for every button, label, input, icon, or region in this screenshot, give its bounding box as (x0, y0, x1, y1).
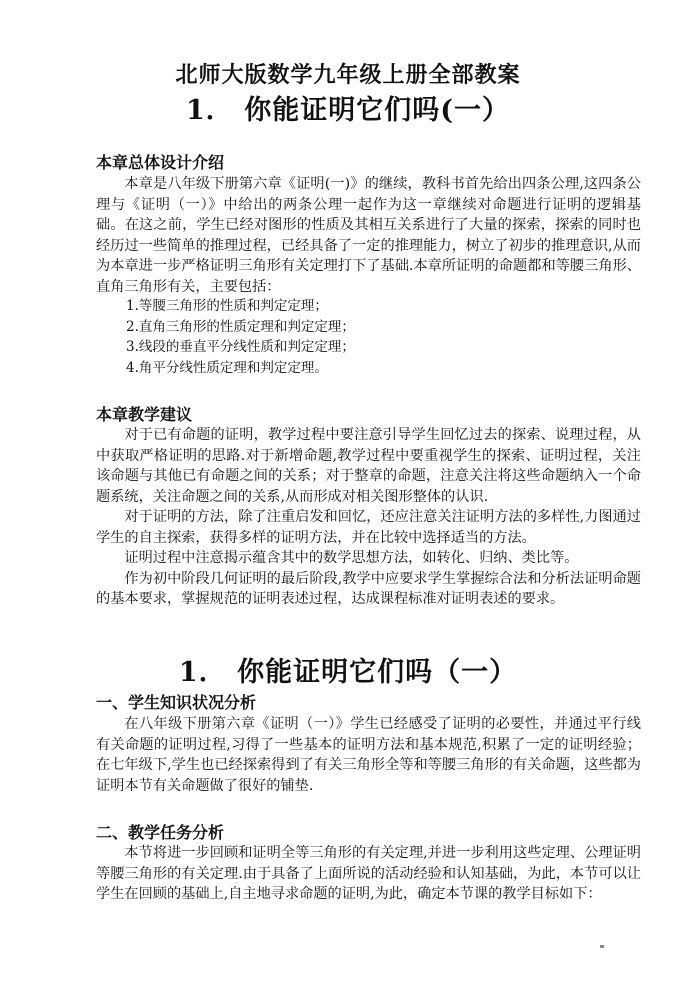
document-title: 北师大版数学九年级上册全部教案 (175, 62, 521, 88)
intro-paragraph-block (96, 174, 641, 297)
list-item: 3.线段的垂直平分线性质和判定定理； (126, 339, 355, 355)
intro-paragraph: 本章是八年级下册第六章《证明(一)》的继续，教科书首先给出四条公理,这四条公理与《证明（一）》中给出的两条公理一起作为这一章继续对命题进行证明的逻辑基础。在这之前，学生已经对图形的性质及其相互关系进行了大量的探索，探索的同时也经历过一些简单的推理过程，已经具备了一定的推理能力，树立了初步的推理意识,从而为本章进一步严格证明三角形有关定理打下了基础.本章所证明的命题都和等腰三角形、直角三角形有关，主要包括： (96, 176, 641, 295)
section-2-paragraph: 本节将进一步回顾和证明全等三角形的有关定理,并进一步利用这些定理、公理证明等腰三角形的有关定理.由于具备了上面所说的活动经验和认知基础，为此，本节可以让学生在回顾的基础上,自主地寻求命题的证明,为此，确定本节课的教学目标如下： (96, 845, 641, 902)
suggestion-paragraph: 对于已有命题的证明，教学过程中要注意引导学生回忆过去的探索、说理过程，从中获取严格证明的思路.对于新增命题,教学过程中要重视学生的探索、证明过程，关注该命题与其他已有命题之间的关系；对于整章的命题，注意关注将这些命题纳入一个命题系统，关注命题之间的关系,从而形成对相关图形整体的认识. (96, 427, 641, 505)
suggestions-heading: 本章教学建议 (96, 405, 193, 424)
scan-speck (600, 945, 604, 948)
suggestion-paragraph: 证明过程中注意揭示蕴含其中的数学思想方法，如转化、归纳、类比等。 (124, 550, 579, 566)
suggestion-paragraph: 对于证明的方法，除了注重启发和回忆，还应注意关注证明方法的多样性,力图通过学生的自主探索，获得多样的证明方法，并在比较中选择适当的方法。 (96, 509, 641, 546)
suggestion-paragraph: 作为初中阶段几何证明的最后阶段,教学中应要求学生掌握综合法和分析法证明命题的基本要求，掌握规范的证明表述过程，达成课程标准对证明表述的要求。 (96, 570, 641, 607)
suggestions-block (96, 425, 641, 610)
section-1-paragraph: 在八年级下册第六章《证明（一）》学生已经感受了证明的必要性，并通过平行线有关命题的证明过程,习得了一些基本的证明方法和基本规范,积累了一定的证明经验；在七年级下,学生也已经探索得到了有关三角形全等和等腰三角形的有关命题，这些都为证明本节有关命题做了很好的铺垫. (96, 716, 641, 794)
list-item: 4.角平分线性质定理和判定定理。 (126, 359, 328, 376)
list-item: 1.等腰三角形的性质和判定定理； (126, 298, 328, 314)
lesson-title-bottom: 1． 你能证明它们吗（一） (178, 657, 518, 688)
list-item: 2.直角三角形的性质定理和判定定理； (126, 318, 355, 335)
section-2-heading: 二、教学任务分析 (96, 823, 225, 842)
section-2-block (96, 843, 641, 905)
intro-heading: 本章总体设计介绍 (96, 153, 225, 172)
lesson-title-top: 1． 你能证明它们吗(一） (186, 95, 510, 126)
section-1-block (96, 714, 641, 796)
intro-list (126, 296, 626, 378)
section-1-heading: 一、学生知识状况分析 (96, 693, 257, 712)
